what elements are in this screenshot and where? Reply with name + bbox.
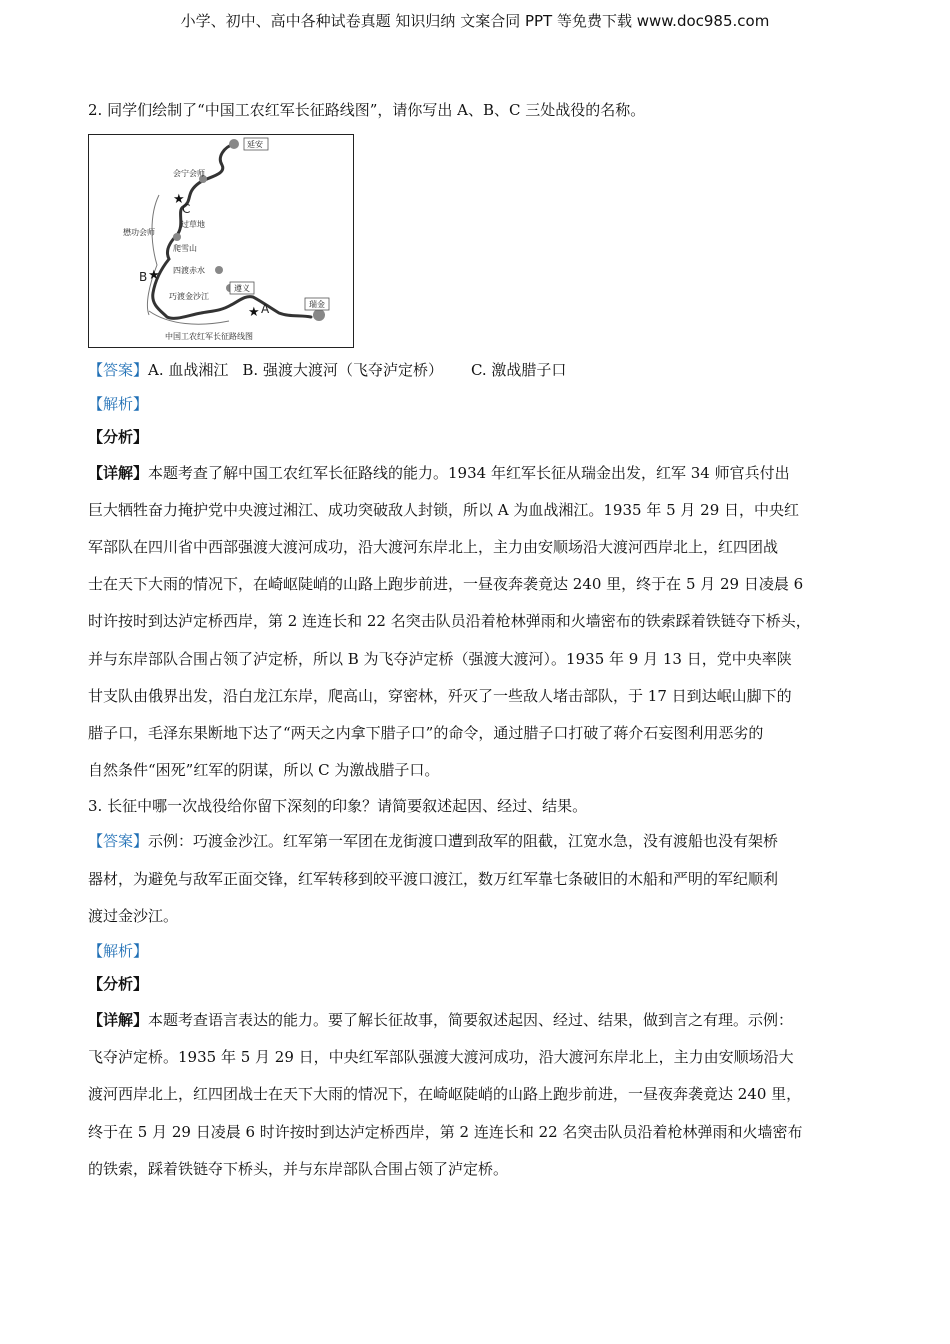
detail-line: 腊子口，毛泽东果断地下达了“两天之内拿下腊子口”的命令，通过腊子口打破了蒋介石妄图利用恶劣的	[88, 723, 764, 742]
detail-line: 自然条件“困死”红军的阴谋，所以 C 为激战腊子口。	[88, 761, 440, 780]
detail-line: 士在天下大雨的情况下，在崎岖陡峭的山路上跑步前进，一昼夜奔袭竟达 240 里，终于在 5 月 29 日凌晨 6	[88, 575, 804, 594]
map-label: 过草地	[181, 220, 205, 229]
answer-line: 渡过金沙江。	[88, 906, 179, 925]
star-b-icon: ★	[148, 268, 160, 283]
question-2: 2. 同学们绘制了“中国工农红军长征路线图”，请你写出 A、B、C 三处战役的名称。	[88, 101, 646, 119]
place-marker-maogong	[173, 233, 181, 241]
letter-b: B	[139, 270, 148, 284]
map-label: 爬雪山	[173, 244, 197, 253]
place-marker-ruijin	[313, 309, 325, 321]
map-label: 巧渡金沙江	[169, 292, 209, 301]
answer-b: B. 强渡大渡河（飞夺泸定桥）	[242, 361, 443, 379]
map-label: 懋功会师	[123, 228, 155, 237]
detail-line: 的铁索，踩着铁链夺下桥头，并与东岸部队合围占领了泸定桥。	[88, 1159, 509, 1178]
q3-answer	[88, 823, 878, 935]
question-3: 3. 长征中哪一次战役给你留下深刻的印象？请简要叙述起因、经过、结果。	[88, 797, 588, 816]
route-map-graphic	[89, 135, 353, 347]
detail-line: 巨大牺牲奋力掩护党中央渡过湘江、成功突破敌人封锁，所以 A 为血战湘江。1935 年 5 月 29 日，中央红	[88, 500, 800, 519]
detail-line: 本题考查了解中国工农红军长征路线的能力。1934 年红军长征从瑞金出发，红军 34 师官兵付出	[148, 463, 790, 482]
q3-detail	[88, 1002, 878, 1188]
map-label: 四渡赤水	[173, 266, 205, 275]
detail-label: 【详解】	[88, 1010, 149, 1029]
q2-answer	[88, 354, 878, 388]
jiexi-label: 【解析】	[88, 941, 149, 960]
q2-detail	[88, 455, 878, 790]
fenxi-label: 【分析】	[88, 975, 149, 994]
map-label: 延安	[247, 140, 263, 149]
detail-line: 本题考查语言表达的能力。要了解长征故事，简要叙述起因、经过、结果，做到言之有理。示例：	[148, 1010, 794, 1029]
letter-a: A	[261, 302, 270, 316]
detail-line: 渡河西岸北上，红四团战士在天下大雨的情况下，在崎岖陡峭的山路上跑步前进，一昼夜奔袭竟达 240 里，	[88, 1085, 802, 1104]
answer-line: 示例：巧渡金沙江。红军第一军团在龙街渡口遭到敌军的阻截，江宽水急，没有渡船也没有架桥	[148, 832, 779, 851]
map-label: 会宁会师	[173, 169, 205, 178]
map-label: 遵义	[234, 284, 250, 293]
map-caption: 中国工农红军长征路线图	[165, 332, 253, 341]
place-marker-yanan	[229, 139, 239, 149]
place-marker-sidu	[215, 266, 223, 274]
star-c-icon: ★	[173, 192, 185, 207]
answer-line: 器材，为避免与敌军正面交锋，红军转移到皎平渡口渡江，数万红军靠七条破旧的木船和严明的军纪顺利	[88, 869, 779, 888]
answer-label: 【答案】	[88, 361, 149, 379]
map-label: 瑞金	[309, 300, 325, 309]
letter-c: C	[182, 202, 191, 216]
document-body	[88, 96, 878, 1188]
star-a-icon: ★	[248, 305, 260, 320]
answer-label: 【答案】	[88, 832, 149, 851]
answer-a: A. 血战湘江	[148, 361, 229, 379]
site-header: 小学、初中、高中各种试卷真题 知识归纳 文案合同 PPT 等免费下载 www.doc985.com	[180, 12, 770, 30]
answer-c: C. 激战腊子口	[470, 361, 567, 379]
detail-line: 时许按时到达泸定桥西岸，第 2 连连长和 22 名突击队员沿着枪林弹雨和火墙密布的铁索踩着铁链夺下桥头，	[88, 612, 811, 631]
detail-line: 飞夺泸定桥。1935 年 5 月 29 日，中央红军部队强渡大渡河成功，沿大渡河东岸北上，主力由安顺场沿大	[88, 1048, 794, 1067]
fenxi-label: 【分析】	[88, 428, 149, 446]
long-march-map	[88, 134, 354, 348]
detail-line: 军部队在四川省中西部强渡大渡河成功，沿大渡河东岸北上，主力由安顺场沿大渡河西岸北上，红四团战	[88, 537, 779, 556]
detail-line: 并与东岸部队合围占领了泸定桥，所以 B 为飞夺泸定桥（强渡大渡河）。1935 年 9 月 13 日，党中央率陕	[88, 649, 792, 668]
jiexi-label: 【解析】	[88, 394, 149, 413]
detail-label: 【详解】	[88, 463, 149, 482]
detail-line: 甘支队由俄界出发，沿白龙江东岸，爬高山，穿密林，歼灭了一些敌人堵击部队，于 17 日到达岷山脚下的	[88, 686, 792, 705]
detail-line: 终于在 5 月 29 日凌晨 6 时许按时到达泸定桥西岸，第 2 连连长和 22 名突击队员沿着枪林弹雨和火墙密布	[88, 1122, 803, 1141]
